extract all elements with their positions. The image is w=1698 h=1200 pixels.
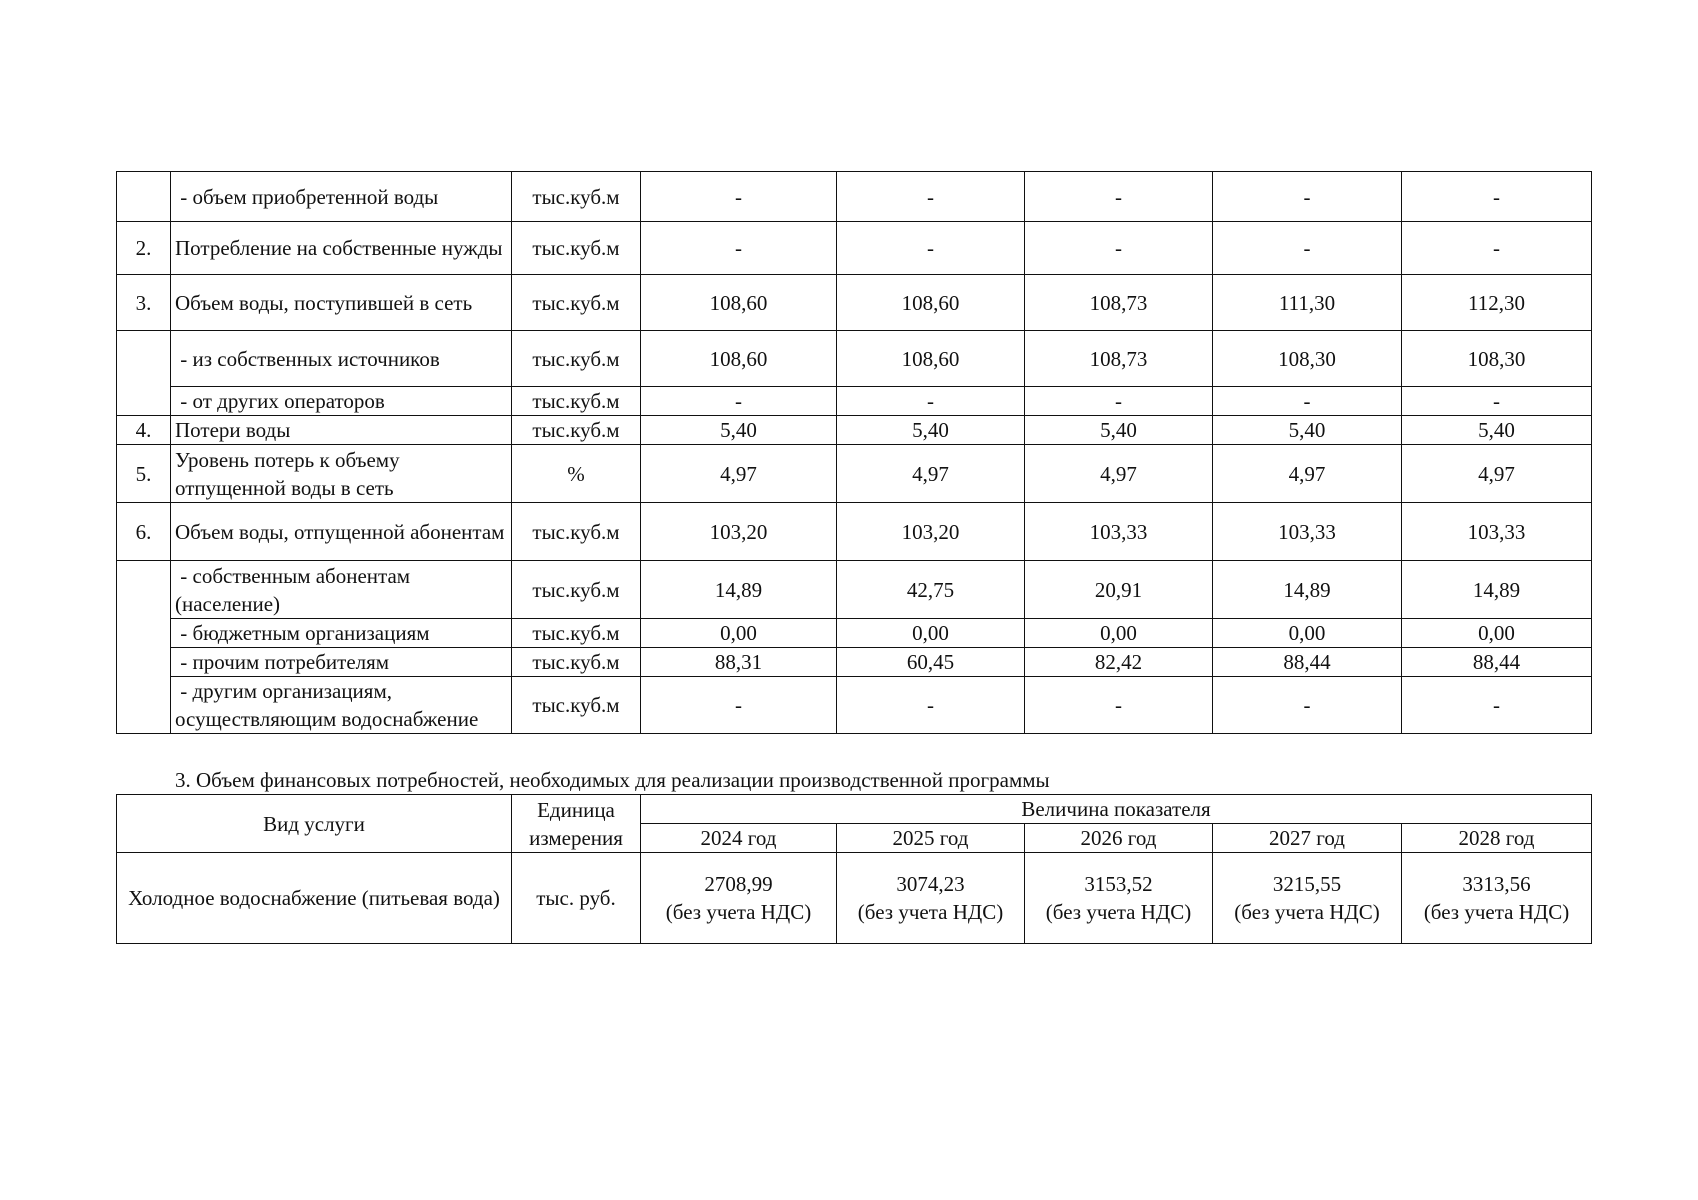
indicator-name-cell: Потребление на собственные нужды: [171, 222, 512, 275]
value-cell: -: [641, 172, 837, 222]
value-cell: -: [837, 222, 1025, 275]
indicator-name-cell: - объем приобретенной воды: [171, 172, 512, 222]
value-cell: -: [1213, 172, 1402, 222]
value-cell: 0,00: [1025, 619, 1213, 648]
table-row: [117, 275, 1592, 331]
value-cell: [1025, 853, 1213, 944]
table-row: [117, 172, 1592, 222]
value-note: (без учета НДС): [857, 900, 1004, 924]
unit-cell: тыс.куб.м: [512, 619, 641, 648]
row-number-cell: [117, 172, 171, 222]
value-amount: 2708,99: [704, 872, 773, 896]
unit-cell: %: [512, 445, 641, 503]
table-row: [117, 503, 1592, 561]
value-cell: 0,00: [1213, 619, 1402, 648]
value-cell: -: [1402, 677, 1592, 734]
value-cell: 14,89: [1213, 561, 1402, 619]
unit-cell: тыс.куб.м: [512, 387, 641, 416]
indicator-name-cell: Уровень потерь к объему отпущенной воды в сеть: [171, 445, 512, 503]
value-cell: 88,44: [1402, 648, 1592, 677]
value-cell: 4,97: [1213, 445, 1402, 503]
table-row: [117, 445, 1592, 503]
value-amount: 3215,55: [1272, 872, 1342, 896]
indicator-name-cell: Потери воды: [171, 416, 512, 445]
table-row: [117, 561, 1592, 619]
value-cell: 4,97: [837, 445, 1025, 503]
value-cell: -: [1213, 677, 1402, 734]
value-cell: -: [1025, 172, 1213, 222]
unit-cell: тыс.куб.м: [512, 416, 641, 445]
financial-needs-table: [116, 794, 1592, 944]
production-volume-table: [116, 171, 1592, 734]
value-cell: -: [1025, 677, 1213, 734]
value-note: (без учета НДС): [1234, 900, 1380, 924]
indicator-name-cell: - бюджетным организациям: [171, 619, 512, 648]
value-cell: -: [837, 387, 1025, 416]
row-number-cell: 4.: [117, 416, 171, 445]
value-cell: 5,40: [837, 416, 1025, 445]
value-cell: 103,20: [837, 503, 1025, 561]
value-cell: 103,20: [641, 503, 837, 561]
value-cell: 5,40: [1402, 416, 1592, 445]
row-number-cell: [117, 331, 171, 416]
unit-cell: тыс.куб.м: [512, 275, 641, 331]
row-number-cell: 2.: [117, 222, 171, 275]
value-cell: -: [1402, 387, 1592, 416]
value-cell: [1402, 853, 1592, 944]
table-row: [117, 331, 1592, 387]
value-cell: -: [641, 387, 837, 416]
table-row: [117, 387, 1592, 416]
value-cell: 108,60: [641, 331, 837, 387]
value-cell: 60,45: [837, 648, 1025, 677]
value-cell: 108,73: [1025, 275, 1213, 331]
unit-cell: тыс.куб.м: [512, 331, 641, 387]
service-name-cell: Холодное водоснабжение (питьевая вода): [117, 853, 512, 944]
value-cell: 42,75: [837, 561, 1025, 619]
indicator-name-cell: - прочим потребителям: [171, 648, 512, 677]
row-number-cell: 3.: [117, 275, 171, 331]
unit-cell: тыс.куб.м: [512, 222, 641, 275]
value-cell: -: [1025, 387, 1213, 416]
value-cell: 0,00: [1402, 619, 1592, 648]
row-number-cell: 6.: [117, 503, 171, 561]
header-value: Величина показателя: [641, 795, 1592, 824]
value-cell: 5,40: [1025, 416, 1213, 445]
value-cell: 108,30: [1402, 331, 1592, 387]
value-cell: 20,91: [1025, 561, 1213, 619]
value-cell: 5,40: [641, 416, 837, 445]
table-row: [117, 648, 1592, 677]
value-cell: 108,60: [837, 331, 1025, 387]
value-cell: 14,89: [641, 561, 837, 619]
indicator-name-cell: - из собственных источников: [171, 331, 512, 387]
value-cell: 108,60: [837, 275, 1025, 331]
section-3-caption: 3. Объем финансовых потребностей, необходимых для реализации производственной программы: [175, 768, 1050, 792]
header-unit: Единица измерения: [512, 795, 641, 853]
indicator-name-cell: - собственным абонентам (население): [171, 561, 512, 619]
value-cell: 4,97: [1402, 445, 1592, 503]
table-row: [117, 222, 1592, 275]
value-cell: 103,33: [1213, 503, 1402, 561]
value-cell: 0,00: [837, 619, 1025, 648]
value-cell: -: [1213, 222, 1402, 275]
indicator-name-cell: - от других операторов: [171, 387, 512, 416]
value-cell: 88,44: [1213, 648, 1402, 677]
value-note: (без учета НДС): [665, 900, 812, 924]
value-note: (без учета НДС): [1045, 900, 1192, 924]
table-row: [117, 416, 1592, 445]
value-cell: -: [837, 172, 1025, 222]
row-number-cell: [117, 561, 171, 734]
table-row: [117, 619, 1592, 648]
value-cell: 88,31: [641, 648, 837, 677]
unit-cell: тыс.куб.м: [512, 561, 641, 619]
production-volume-table-body: [117, 172, 1592, 734]
row-number-cell: 5.: [117, 445, 171, 503]
value-cell: 112,30: [1402, 275, 1592, 331]
indicator-name-cell: Объем воды, отпущенной абонентам: [171, 503, 512, 561]
indicator-name-cell: - другим организациям, осуществляющим водоснабжение: [171, 677, 512, 734]
header-year: 2027 год: [1213, 824, 1402, 853]
value-cell: -: [1402, 172, 1592, 222]
unit-cell: тыс.куб.м: [512, 648, 641, 677]
value-cell: 0,00: [641, 619, 837, 648]
unit-cell: тыс.куб.м: [512, 677, 641, 734]
header-year: 2026 год: [1025, 824, 1213, 853]
value-cell: [837, 853, 1025, 944]
value-cell: 4,97: [1025, 445, 1213, 503]
header-service: Вид услуги: [117, 795, 512, 853]
value-amount: 3074,23: [896, 872, 965, 896]
value-cell: -: [1213, 387, 1402, 416]
header-year: 2025 год: [837, 824, 1025, 853]
value-cell: [641, 853, 837, 944]
value-cell: 108,30: [1213, 331, 1402, 387]
service-unit-cell: тыс. руб.: [512, 853, 641, 944]
value-amount: 3313,56: [1462, 872, 1531, 896]
value-cell: -: [1402, 222, 1592, 275]
value-cell: 103,33: [1402, 503, 1592, 561]
value-note: (без учета НДС): [1423, 900, 1570, 924]
value-cell: 14,89: [1402, 561, 1592, 619]
value-cell: -: [641, 677, 837, 734]
unit-cell: тыс.куб.м: [512, 172, 641, 222]
table-row: [117, 677, 1592, 734]
header-year: 2024 год: [641, 824, 837, 853]
unit-cell: тыс.куб.м: [512, 503, 641, 561]
value-cell: 103,33: [1025, 503, 1213, 561]
value-cell: 108,73: [1025, 331, 1213, 387]
value-cell: 82,42: [1025, 648, 1213, 677]
indicator-name-cell: Объем воды, поступившей в сеть: [171, 275, 512, 331]
value-cell: -: [641, 222, 837, 275]
value-amount: 3153,52: [1084, 872, 1153, 896]
value-cell: -: [837, 677, 1025, 734]
value-cell: 5,40: [1213, 416, 1402, 445]
value-cell: 111,30: [1213, 275, 1402, 331]
value-cell: 108,60: [641, 275, 837, 331]
value-cell: [1213, 853, 1402, 944]
header-year: 2028 год: [1402, 824, 1592, 853]
value-cell: -: [1025, 222, 1213, 275]
value-cell: 4,97: [641, 445, 837, 503]
